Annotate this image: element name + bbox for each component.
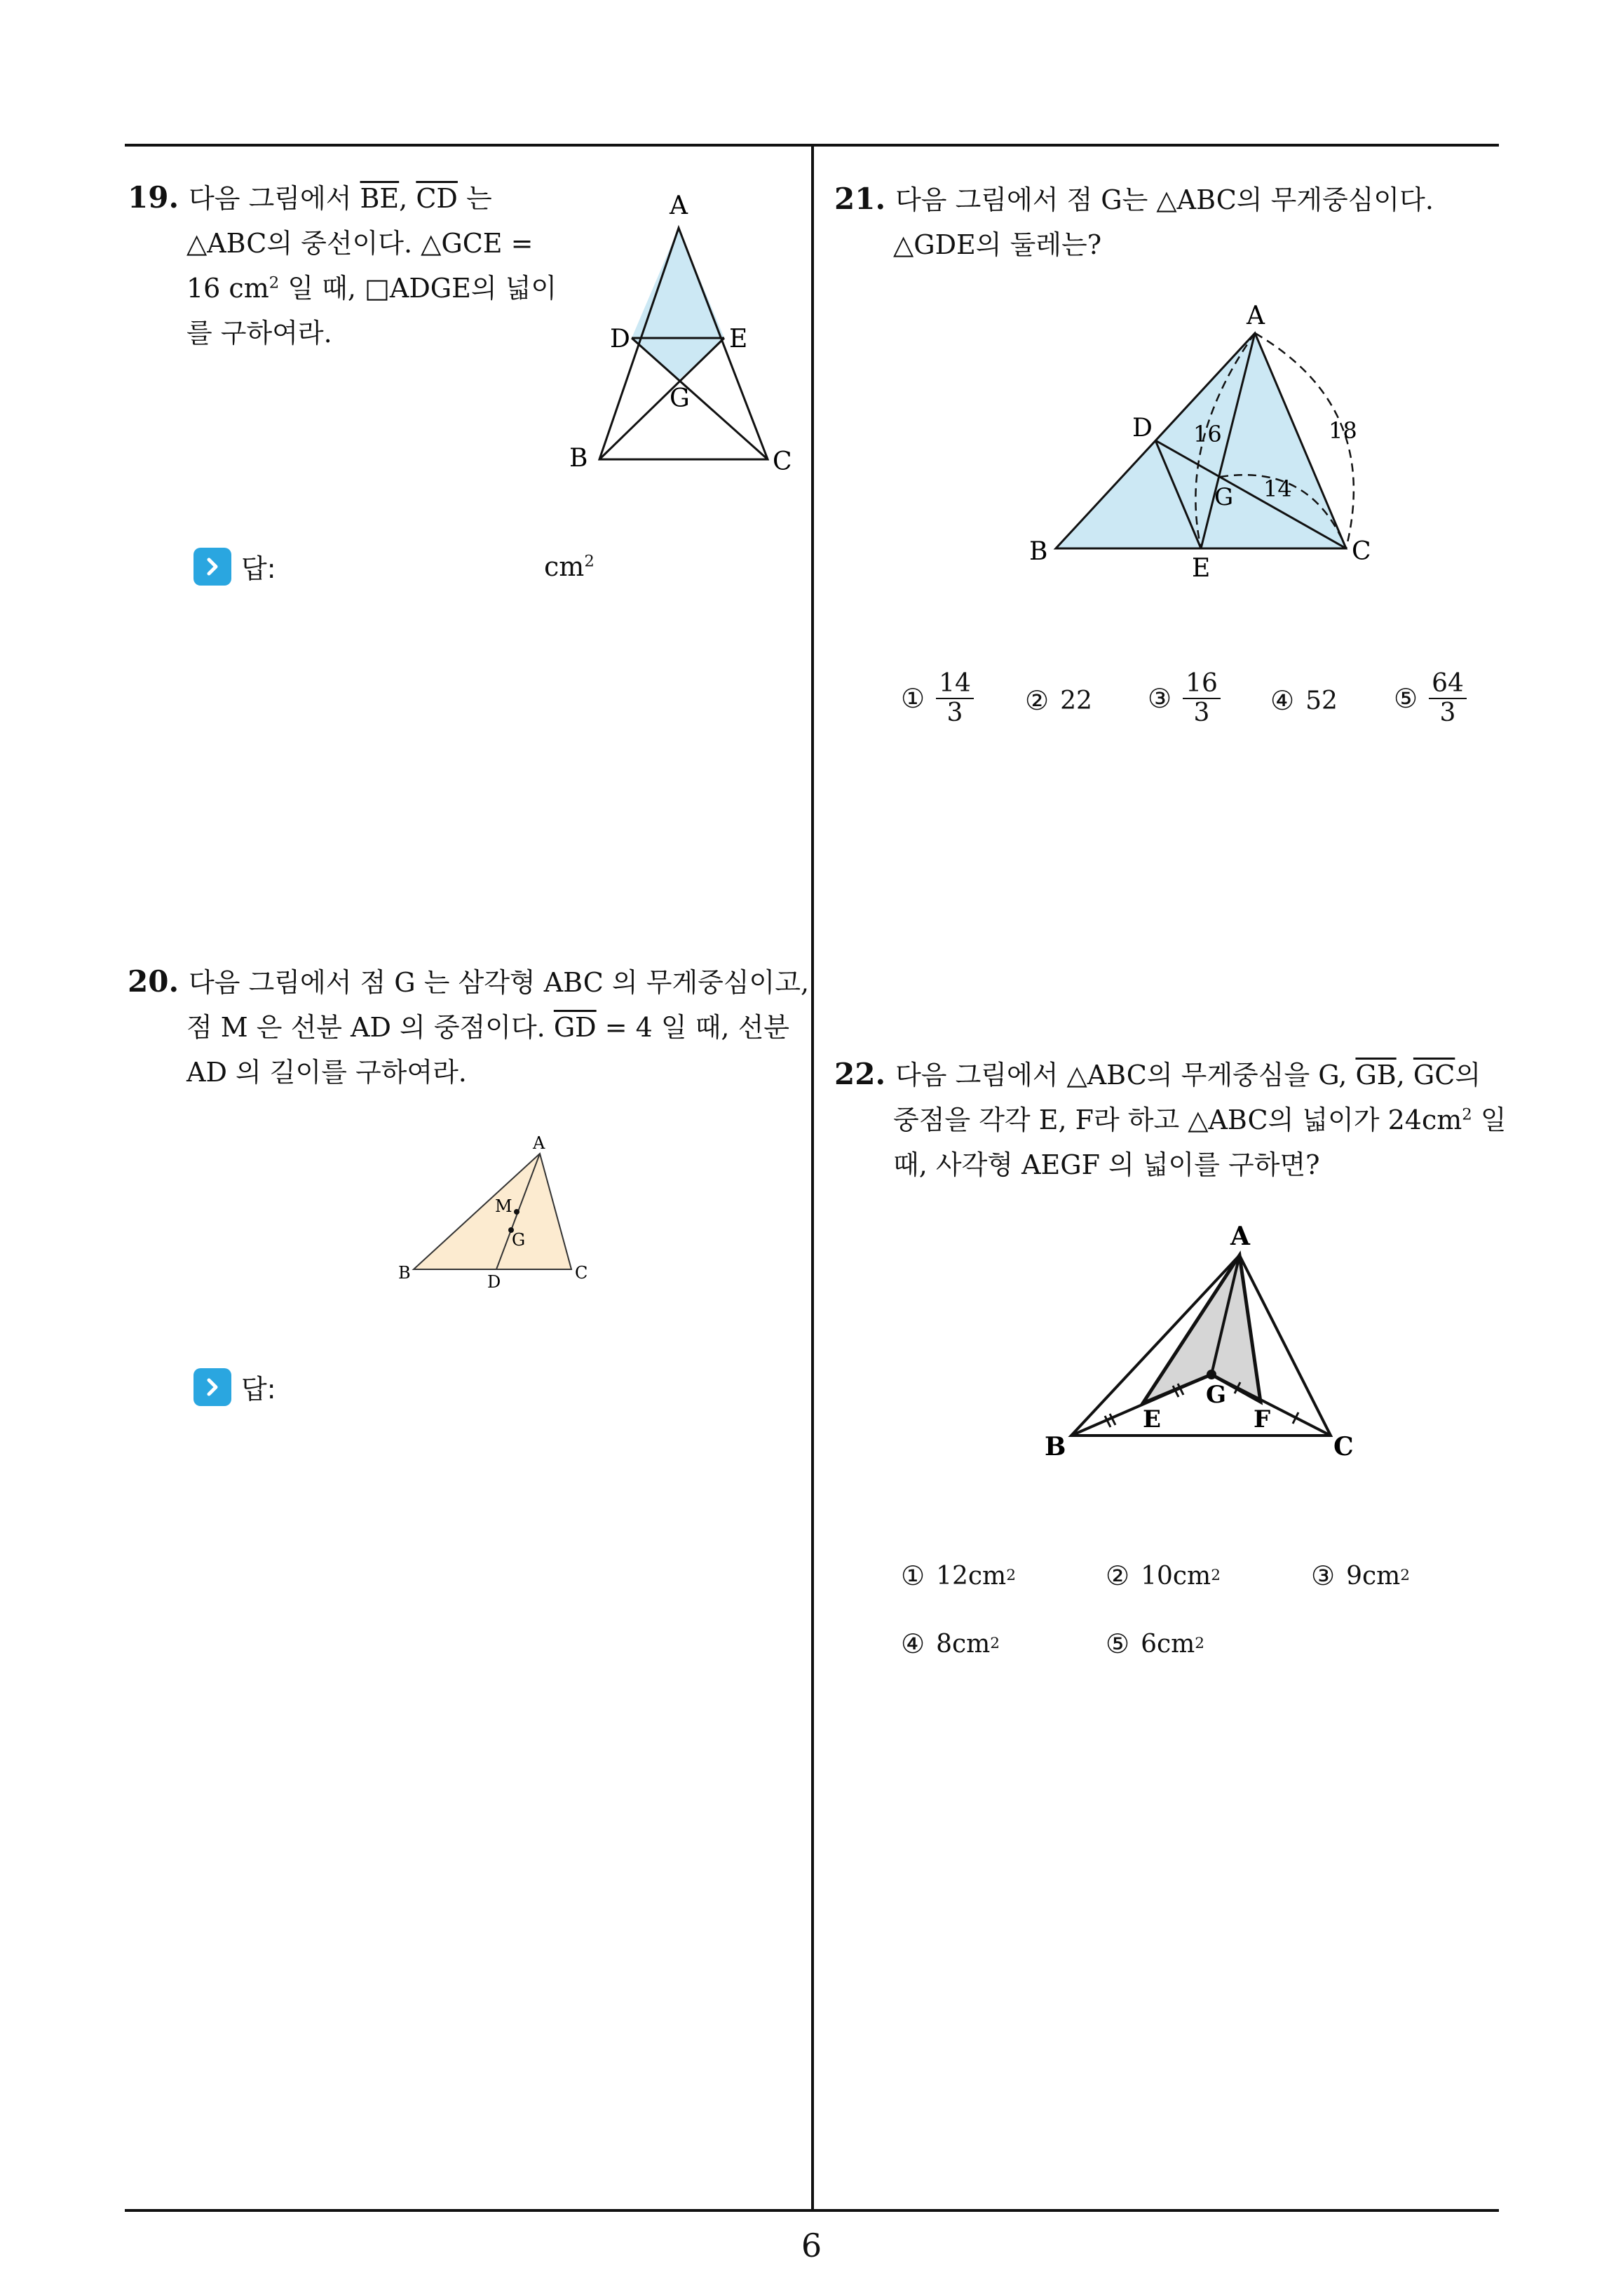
label-b: B [398, 1263, 411, 1283]
label-a: A [1247, 302, 1265, 330]
label-a: A [1230, 1222, 1250, 1251]
choice-number: ④ [1270, 685, 1295, 716]
choice-number: ③ [1311, 1560, 1336, 1591]
figure-21-triangle [1017, 302, 1409, 589]
text: 16 cm [186, 273, 269, 304]
numerator: 64 [1429, 670, 1467, 699]
text: 중점을 각각 E, F라 하고 △ABC의 넓이가 24cm [893, 1105, 1462, 1135]
choice-text: 10cm [1141, 1561, 1211, 1591]
answer-19-unit [544, 551, 595, 582]
numerator: 14 [936, 670, 974, 699]
label-g: G [1214, 483, 1234, 511]
superscript: 2 [584, 552, 595, 571]
problem-20-line-1 [128, 959, 808, 1005]
text: , [1396, 1060, 1413, 1090]
unit: cm [544, 551, 585, 582]
text: 다음 그림에서 [189, 183, 360, 214]
label-e: E [1143, 1405, 1161, 1433]
choice-text: 6cm [1141, 1629, 1195, 1659]
choice-number: ⑤ [1106, 1628, 1130, 1659]
answer-label: 답: [241, 553, 276, 584]
problem-19-line-2: △ABC의 중선이다. △GCE = [186, 228, 534, 259]
label-a: A [533, 1133, 545, 1153]
segment-bg [1071, 1375, 1211, 1436]
choice-3[interactable] [1148, 670, 1221, 727]
point-g [1207, 1370, 1216, 1379]
problem-number: 20. [128, 964, 179, 999]
text: = 4 일 때, 선분 [596, 1012, 789, 1043]
label-d: D [487, 1272, 501, 1292]
label-g: G [670, 384, 690, 413]
choice-text: 52 [1305, 686, 1338, 715]
text: 는 [457, 183, 492, 214]
label-m: M [495, 1196, 512, 1216]
denominator: 3 [946, 698, 963, 727]
problem-number: 22. [834, 1057, 886, 1091]
choice-number: ② [1025, 685, 1050, 716]
problem-22-line-3: 때, 사각형 AEGF 의 넓이를 구하면? [893, 1149, 1320, 1180]
problem-19-line-4: 를 구하여라. [186, 318, 332, 349]
text: 다음 그림에서 점 G는 △ABC의 무게중심이다. [895, 184, 1434, 215]
page-number: 6 [801, 2227, 822, 2264]
chevron-right-icon [193, 548, 231, 586]
superscript: 2 [1462, 1105, 1472, 1124]
label-c: C [1352, 537, 1371, 566]
text: 다음 그림에서 △ABC의 무게중심을 G, [895, 1060, 1356, 1090]
chevron-right-icon [193, 1368, 231, 1406]
label-f: F [1254, 1405, 1271, 1433]
choice-number: ① [901, 1560, 925, 1591]
choice-2[interactable]: ② 10cm 2 [1106, 1560, 1221, 1591]
label-b: B [569, 444, 588, 473]
segment-gc: $\overline{GC}$ [1413, 1060, 1455, 1090]
choice-text: 12cm [936, 1561, 1007, 1591]
choice-number: ④ [901, 1628, 925, 1659]
choice-text: 22 [1060, 686, 1092, 715]
denominator: 3 [1193, 698, 1210, 727]
label-e: E [1192, 554, 1211, 583]
choice-1[interactable] [901, 670, 974, 727]
fraction [1429, 670, 1467, 727]
choice-5[interactable] [1394, 670, 1467, 727]
figure-22-triangle [1031, 1217, 1367, 1469]
shaded-quadrilateral-aegf [1143, 1255, 1261, 1403]
label-14: 14 [1263, 475, 1292, 502]
choice-2[interactable] [1025, 685, 1092, 716]
choice-text: 9cm [1346, 1561, 1401, 1591]
fraction [936, 670, 974, 727]
text: , [399, 183, 416, 214]
label-c: C [575, 1263, 588, 1283]
text: 다음 그림에서 점 G 는 삼각형 ABC 의 무게중심이고, [189, 967, 810, 998]
problem-22-line-2 [834, 1098, 1535, 1142]
segment-cg [1211, 1375, 1331, 1436]
label-c: C [1333, 1432, 1354, 1461]
label-16: 16 [1193, 421, 1222, 447]
label-d: D [1132, 414, 1153, 443]
text: 일 때, □ADGE의 넓이 [279, 273, 557, 304]
point-m [514, 1209, 520, 1215]
answer-20 [193, 1368, 276, 1406]
problem-21-line-2: △GDE의 둘레는? [893, 229, 1102, 260]
text: 의 [1455, 1060, 1481, 1090]
figure-19-triangle [561, 189, 827, 484]
problem-19 [128, 175, 557, 356]
label-18: 18 [1329, 417, 1357, 444]
answer-label: 답: [241, 1374, 276, 1405]
segment-cd: $\overline{CD}$ [416, 183, 458, 214]
problem-22 [834, 1052, 1535, 1187]
figure-20-triangle [393, 1129, 603, 1297]
label-e: E [729, 325, 748, 353]
choice-5[interactable]: ⑤ 6cm 2 [1106, 1628, 1205, 1659]
label-b: B [1029, 537, 1048, 566]
choice-number: ② [1106, 1560, 1130, 1591]
text: 일 [1472, 1105, 1507, 1135]
segment-gb: $\overline{GB}$ [1355, 1060, 1397, 1090]
label-c: C [773, 447, 792, 476]
bottom-rule [125, 2209, 1499, 2212]
problem-19-line-1 [128, 175, 548, 221]
choice-4[interactable] [1270, 685, 1338, 716]
choice-number: ① [901, 682, 925, 714]
problem-22-line-1 [834, 1052, 1535, 1098]
problem-20-line-3: AD 의 길이를 구하여라. [186, 1057, 467, 1088]
problem-20-line-2 [128, 1005, 808, 1050]
problem-19-line-3 [128, 266, 557, 311]
label-g: G [512, 1230, 526, 1250]
answer-19 [193, 547, 276, 586]
choice-3[interactable]: ③ 9cm 2 [1311, 1560, 1411, 1591]
label-b: B [1045, 1432, 1066, 1461]
fraction [1183, 670, 1221, 727]
text: 점 M 은 선분 AD 의 중점이다. [186, 1012, 554, 1043]
denominator: 3 [1439, 698, 1456, 727]
label-d: D [610, 325, 630, 353]
problem-21-line-1 [834, 177, 1521, 222]
numerator: 16 [1183, 670, 1221, 699]
problem-20 [128, 959, 808, 1095]
label-a: A [670, 191, 688, 220]
choice-number: ③ [1148, 682, 1172, 714]
choice-text: 8cm [936, 1629, 991, 1659]
choice-number: ⑤ [1394, 682, 1418, 714]
superscript: 2 [269, 274, 280, 292]
problem-number: 21. [834, 182, 886, 216]
shaded-quadrilateral-adge [632, 228, 724, 380]
triangle-abc [414, 1154, 571, 1269]
problem-21 [834, 177, 1521, 267]
problem-number: 19. [128, 180, 179, 215]
segment-gd: $\overline{GD}$ [553, 1012, 597, 1043]
segment-be: $\overline{BE}$ [360, 183, 400, 214]
label-g: G [1206, 1381, 1227, 1409]
choice-4[interactable]: ④ 8cm 2 [901, 1628, 1000, 1659]
choice-1[interactable]: ① 12cm 2 [901, 1560, 1016, 1591]
